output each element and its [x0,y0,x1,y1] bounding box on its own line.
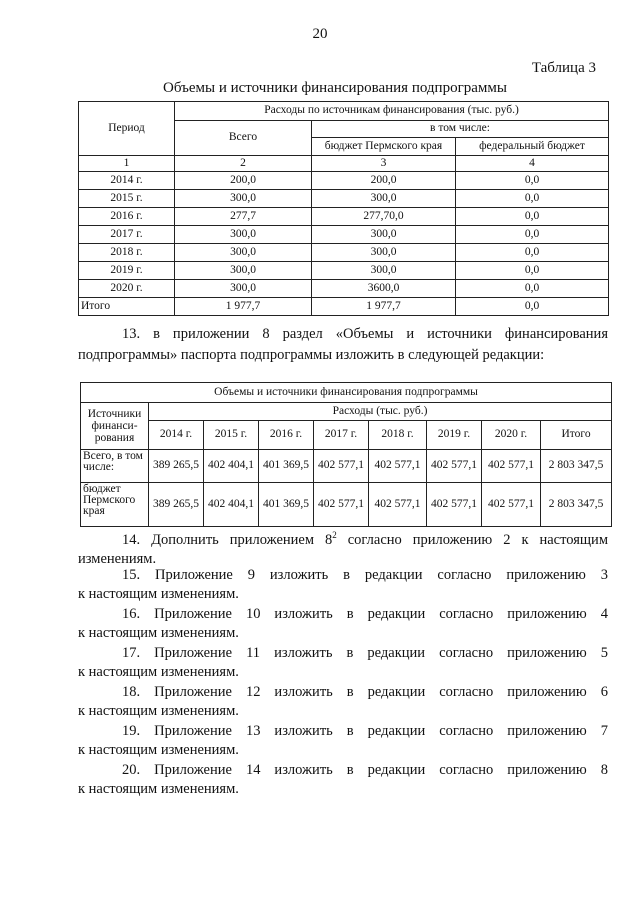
cell-federal: 0,0 [456,262,609,280]
cell-total: 300,0 [175,190,312,208]
paragraph-line: 18. Приложение 12 изложить в редакции согласно приложению 6 [122,684,608,700]
table-row [79,172,609,190]
cell-federal: 0,0 [456,244,609,262]
table-row-total [79,298,609,316]
header-year: 2015 г. [204,421,259,450]
cell-value: 402 404,1 [204,483,259,527]
paragraph-line: к настоящим изменениям. [78,742,239,758]
paragraph-19 [78,722,608,760]
cell-perm: 277,70,0 [312,208,456,226]
cell-total: 277,7 [175,208,312,226]
cell-value: 402 404,1 [204,450,259,483]
header-year: 2018 г. [369,421,427,450]
cell-value: 401 369,5 [259,450,314,483]
header-period: Период [79,102,175,156]
cell-period: 2018 г. [79,244,175,262]
table-row [79,208,609,226]
page-number: 20 [312,26,328,42]
table-title: Объемы и источники финансирования подпрограммы [163,80,507,96]
cell-total: 300,0 [175,262,312,280]
superscript: 2 [332,530,337,540]
cell-value: 402 577,1 [314,483,369,527]
header-total: Всего [175,121,312,156]
cell-perm: 1 977,7 [312,298,456,316]
paragraph-line: к настоящим изменениям. [78,703,239,719]
paragraph-line: к настоящим изменениям. [78,625,239,641]
cell-period: 2015 г. [79,190,175,208]
row-label: Всего, в том числе: [81,450,149,483]
cell-value: 402 577,1 [369,483,427,527]
paragraph-line: 17. Приложение 11 изложить в редакции согласно приложению 5 [122,645,608,661]
cell-perm: 300,0 [312,190,456,208]
cell-federal: 0,0 [456,280,609,298]
cell-value: 402 577,1 [482,483,541,527]
cell-period: 2019 г. [79,262,175,280]
paragraph-20 [78,761,608,799]
paragraph-line: к настоящим изменениям. [78,664,239,680]
cell-total: 300,0 [175,226,312,244]
cell-value: 389 265,5 [149,483,204,527]
cell-period: Итого [79,298,175,316]
paragraph-text: 14. Дополнить приложением 8 [122,531,333,548]
cell-value: 401 369,5 [259,483,314,527]
header-year: 2016 г. [259,421,314,450]
cell-value: 402 577,1 [427,450,482,483]
header-including: в том числе: [312,121,609,138]
cell-value: 389 265,5 [149,450,204,483]
paragraph-line: 13. в приложении 8 раздел «Объемы и источники финансирования [122,326,608,342]
paragraph-15 [78,566,608,604]
cell-federal: 0,0 [456,298,609,316]
cell-period: 2017 г. [79,226,175,244]
paragraph-line: к настоящим изменениям. [78,586,239,602]
header-expenses: Расходы (тыс. руб.) [149,403,612,421]
cell-perm: 200,0 [312,172,456,190]
cell-period: 2014 г. [79,172,175,190]
header-year: 2017 г. [314,421,369,450]
paragraph-line: 15. Приложение 9 изложить в редакции согласно приложению 3 [122,567,608,583]
cell-value: 402 577,1 [482,450,541,483]
header-perm-budget: бюджет Пермского края [312,138,456,156]
row-label: бюджет Пермского края [81,483,149,527]
paragraph-line: к настоящим изменениям. [78,781,239,797]
cell-perm: 300,0 [312,262,456,280]
cell-value: 402 577,1 [314,450,369,483]
header-year: 2014 г. [149,421,204,450]
cell-value: 402 577,1 [369,450,427,483]
cell-total: 200,0 [175,172,312,190]
column-number: 2 [175,156,312,172]
cell-value: 2 803 347,5 [541,483,612,527]
paragraph-13 [78,324,608,366]
paragraph-text: согласно приложению 2 к настоящим [336,531,608,548]
header-year: 2020 г. [482,421,541,450]
header-year: 2019 г. [427,421,482,450]
table-title: Объемы и источники финансирования подпрограммы [81,383,612,403]
cell-perm: 300,0 [312,226,456,244]
column-number: 3 [312,156,456,172]
paragraph-line: изменениям. [78,550,157,567]
table-row [79,190,609,208]
financing-table-periods [78,101,609,316]
column-number: 1 [79,156,175,172]
cell-value: 402 577,1 [427,483,482,527]
cell-total: 1 977,7 [175,298,312,316]
table-row [79,280,609,298]
header-total: Итого [541,421,612,450]
table-row [79,244,609,262]
table-row [81,483,612,527]
paragraph-17 [78,644,608,682]
column-number: 4 [456,156,609,172]
table-row [79,226,609,244]
cell-value: 2 803 347,5 [541,450,612,483]
financing-table-years [80,382,612,527]
cell-total: 300,0 [175,280,312,298]
header-expenses: Расходы по источникам финансирования (тыс. руб.) [175,102,609,121]
paragraph-16 [78,605,608,643]
table-row [79,262,609,280]
header-federal-budget: федеральный бюджет [456,138,609,156]
table-label: Таблица 3 [531,60,596,76]
paragraph-line: 20. Приложение 14 изложить в редакции согласно приложению 8 [122,762,608,778]
cell-perm: 3600,0 [312,280,456,298]
cell-federal: 0,0 [456,172,609,190]
paragraph-line: подпрограммы» паспорта подпрограммы изложить в следующей редакции: [78,347,545,363]
cell-total: 300,0 [175,244,312,262]
cell-federal: 0,0 [456,226,609,244]
table-row [81,450,612,483]
paragraph-line: 19. Приложение 13 изложить в редакции согласно приложению 7 [122,723,608,739]
cell-federal: 0,0 [456,208,609,226]
paragraph-18 [78,683,608,721]
paragraph-14 [78,526,608,569]
cell-perm: 300,0 [312,244,456,262]
cell-period: 2020 г. [79,280,175,298]
header-sources: Источники финанси-рования [81,403,149,450]
cell-federal: 0,0 [456,190,609,208]
cell-period: 2016 г. [79,208,175,226]
paragraph-line: 16. Приложение 10 изложить в редакции согласно приложению 4 [122,606,608,622]
